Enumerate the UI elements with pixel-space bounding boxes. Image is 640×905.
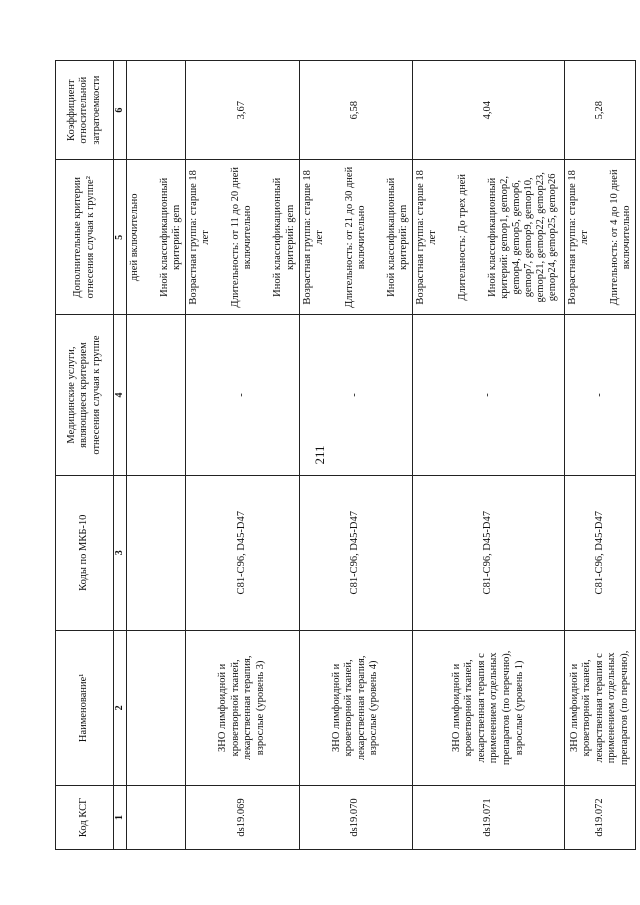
ksg-table [55,60,636,850]
criterion: Иной классификационный критерий: gem [385,177,409,297]
cell-code: ds19.072 [564,785,635,849]
header-services: Медицинские услуги, являющиеся критерием отнесения случая к группе [56,315,114,475]
cell-mkb: C81-C96, D45-D47 [186,475,299,630]
cell-coef [127,61,186,160]
criterion: Длительность: от 21 до 30 дней включительно [343,166,367,308]
header-coef: Коэффициент относительной затратоемкости [56,61,114,160]
criterion: Возрастная группа: старше 18 лет [414,170,438,305]
table-row [564,61,635,850]
cell-criteria [564,160,635,315]
cell-mkb [127,475,186,630]
criterion: Длительность: от 11 до 20 дней включительно [230,167,254,308]
header-row [56,61,114,850]
column-number: 2 [114,630,127,785]
cell-code: ds19.069 [186,785,299,849]
column-number: 1 [114,785,127,849]
header-name: Наименование¹ [56,630,114,785]
table-row [412,61,564,850]
cell-services: - [412,315,564,475]
criterion: Возрастная группа: старше 18 лет [566,170,590,305]
cell-code: ds19.070 [299,785,412,849]
cell-criteria [412,160,564,315]
criterion: Иной классификационный критерий: gemop1, gemop2, gemop4, gemop5, gemop6, gemop7, gemop9, gemop10, gemop21, gemop22, gemop23, gemop24, gemop25, gemop26 [487,172,559,303]
table-row [299,61,412,850]
cell-mkb: C81-C96, D45-D47 [299,475,412,630]
column-number-row [114,61,127,850]
cell-name: ЗНО лимфоидной и кроветворной тканей, лекарственная терапия, взрослые (уровень 4) [299,630,412,785]
cell-code: ds19.071 [412,785,564,849]
cell-services: - [186,315,299,475]
column-number: 5 [114,160,127,315]
cell-name [127,630,186,785]
criterion: Длительность: До трех дней [457,174,469,301]
header-code: Код КСГ [56,785,114,849]
cell-coef: 6,58 [299,61,412,160]
criterion: Длительность: от 4 до 10 дней включительно [609,169,633,306]
cell-mkb: C81-C96, D45-D47 [564,475,635,630]
cell-name: ЗНО лимфоидной и кроветворной тканей, лекарственная терапия с применением отдельных препаратов (по перечню), [564,630,635,785]
cell-services [127,315,186,475]
table-row [186,61,299,850]
header-mkb: Коды по МКБ-10 [56,475,114,630]
cell-coef: 5,28 [564,61,635,160]
page-number: 211 [312,445,327,465]
criterion: Иной классификационный критерий: gem [272,177,296,297]
cell-coef: 4,04 [412,61,564,160]
cell-name: ЗНО лимфоидной и кроветворной тканей, лекарственная терапия, взрослые (уровень 3) [186,630,299,785]
cell-services: - [299,315,412,475]
criterion: дней включительно [129,193,140,282]
cell-criteria [127,160,186,315]
cell-services: - [564,315,635,475]
criterion: Иной классификационный критерий: gem [159,177,183,297]
column-number: 3 [114,475,127,630]
rotated-table-container [55,60,633,850]
criterion: Возрастная группа: старше 18 лет [301,170,325,305]
cell-coef: 3,67 [186,61,299,160]
cell-criteria [299,160,412,315]
table-row [127,61,186,850]
column-number: 4 [114,315,127,475]
cell-criteria [186,160,299,315]
criterion: Возрастная группа: старше 18 лет [188,170,212,305]
column-number: 6 [114,61,127,160]
header-criteria: Дополнительные критерии отнесения случая к группе² [56,160,114,315]
cell-name: ЗНО лимфоидной и кроветворной тканей, лекарственная терапия с применением отдельных препаратов (по перечню), взрослые (уровень 1) [412,630,564,785]
cell-code [127,785,186,849]
cell-mkb: C81-C96, D45-D47 [412,475,564,630]
